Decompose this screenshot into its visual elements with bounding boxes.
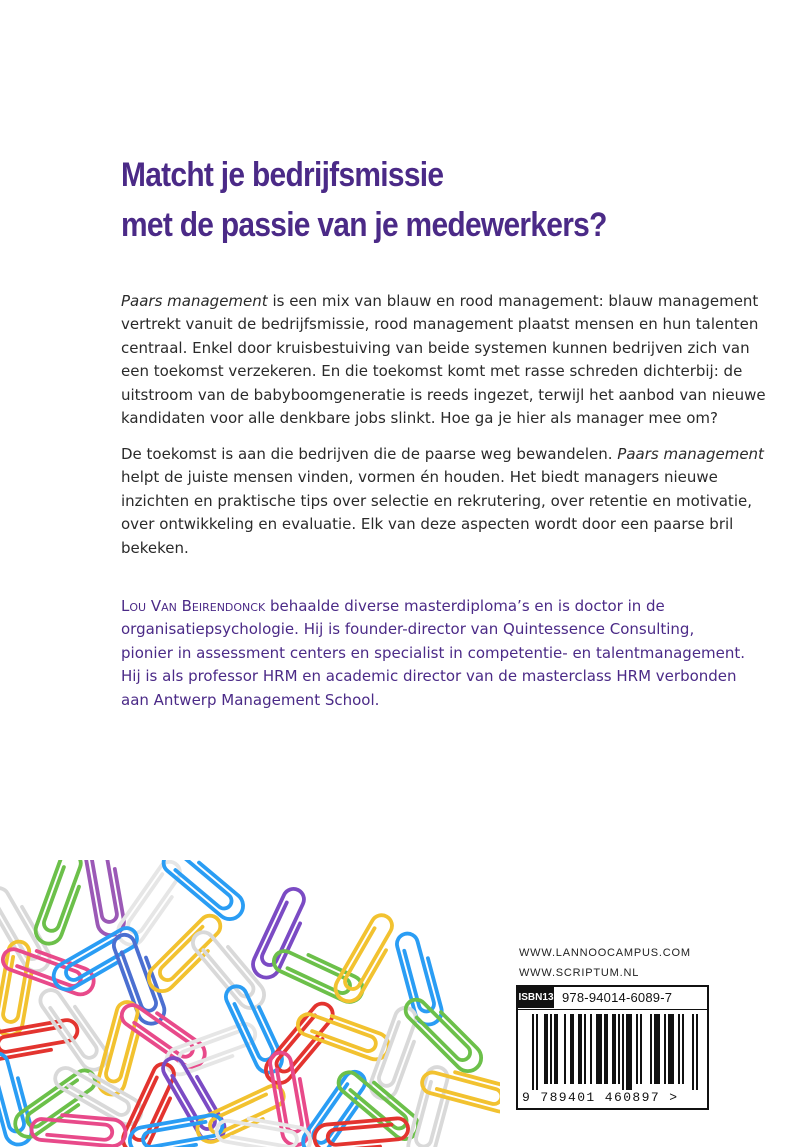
paperclip-40 xyxy=(313,1118,409,1147)
barcode-bar xyxy=(564,1014,566,1084)
barcode-bar xyxy=(614,1014,616,1084)
barcode-bars xyxy=(526,1014,702,1090)
bio-line-3: pionier in assessment centers en specialist in competentie- en talentmanagement. xyxy=(121,643,746,662)
barcode-bar xyxy=(570,1014,572,1084)
second-line-2: helpt de juiste mensen vinden, vormen én houden. Het biedt managers nieuwe xyxy=(121,468,718,487)
barcode-bar xyxy=(536,1014,538,1090)
url-lannoocampus[interactable]: WWW.LANNOOCAMPUS.COM xyxy=(519,947,691,959)
paperclip-12 xyxy=(249,885,313,981)
author-name: Lou Van Beirendonck xyxy=(121,597,266,615)
intro-paragraph xyxy=(121,290,766,430)
paperclips-illustration xyxy=(0,860,500,1147)
barcode-bar xyxy=(622,1014,624,1090)
barcode-bar xyxy=(578,1014,580,1084)
barcode-bar xyxy=(580,1014,582,1084)
barcode-bar xyxy=(636,1014,638,1084)
barcode-bar xyxy=(598,1014,600,1084)
url-scriptum[interactable]: WWW.SCRIPTUM.NL xyxy=(519,967,640,979)
bio-line-2: organisatiepsychologie. Hij is founder-director van Quintessence Consulting, xyxy=(121,620,695,639)
barcode-bar xyxy=(658,1014,660,1084)
barcode-bar xyxy=(640,1014,642,1084)
author-bio xyxy=(121,595,746,712)
bio-line-4: Hij is als professor HRM en academic director van de masterclass HRM verbonden xyxy=(121,667,737,686)
paperclip-16 xyxy=(0,1018,80,1061)
paperclip-24 xyxy=(367,1005,424,1102)
barcode-bar xyxy=(656,1014,658,1084)
paperclip-15 xyxy=(395,930,445,1028)
barcode-bar xyxy=(630,1014,632,1090)
second-line-5: bekeken. xyxy=(121,538,189,557)
barcode-bar xyxy=(612,1014,614,1084)
paperclip-11 xyxy=(189,924,270,1013)
publisher-urls xyxy=(519,943,691,983)
isbn-barcode-box xyxy=(516,985,709,1110)
barcode-bar xyxy=(654,1014,656,1084)
isbn-number: 978-94014-6089-7 xyxy=(562,990,673,1005)
barcode-bar xyxy=(606,1014,608,1084)
isbn-label: ISBN13 xyxy=(518,987,554,1008)
intro-line-6: kandidaten voor alle denkbare jobs slinkt. Hoe ga je hier als manager mee om? xyxy=(121,409,718,428)
barcode-bar xyxy=(584,1014,586,1084)
barcode-bar xyxy=(668,1014,670,1084)
barcode-bar xyxy=(604,1014,606,1084)
barcode-bar xyxy=(664,1014,666,1084)
headline-line-1: Matcht je bedrijfsmissie xyxy=(121,156,444,194)
barcode-bar xyxy=(550,1014,552,1084)
barcode-bar xyxy=(532,1014,534,1090)
intro-line-2: vertrekt vanuit de bedrijfsmissie, rood management plaatst mensen en hun talenten xyxy=(121,315,759,334)
second-line-3: inzichten en praktische tips over selectie en rekrutering, over retentie en motivatie, xyxy=(121,491,752,510)
headline-line-2: met de passie van je medewerkers? xyxy=(121,206,607,244)
book-title-italic-2: Paars management xyxy=(617,445,764,463)
barcode-bar xyxy=(554,1014,556,1084)
barcode-bar xyxy=(546,1014,548,1084)
barcode-bar xyxy=(556,1014,558,1084)
barcode-bar xyxy=(572,1014,574,1084)
bio-line-5: aan Antwerp Management School. xyxy=(121,690,380,709)
second-paragraph xyxy=(121,443,764,560)
barcode-digits: 9 789401 460897 > xyxy=(522,1090,679,1105)
intro-line-4: een toekomst verzekeren. En die toekomst komt met rasse schreden dichterbij: de xyxy=(121,362,743,381)
barcode-bar xyxy=(590,1014,592,1084)
paperclips-group xyxy=(0,860,500,1147)
barcode-bar xyxy=(618,1014,620,1084)
second-line-4: over ontwikkeling en evaluatie. Elk van deze aspecten wordt door een paarse bril xyxy=(121,515,734,534)
paperclip-2 xyxy=(32,860,89,947)
barcode-bar xyxy=(600,1014,602,1084)
bio-line-1: behaalde diverse masterdiploma’s en is doctor in de xyxy=(265,597,665,615)
barcode-bar xyxy=(596,1014,598,1084)
barcode-bar xyxy=(544,1014,546,1084)
paperclip-5 xyxy=(159,860,248,924)
intro-line-3: centraal. Enkel door kruisbestuiving van beide systemen kunnen bedrijven zich van xyxy=(121,338,750,357)
barcode-bar xyxy=(650,1014,652,1084)
barcode-bar xyxy=(672,1014,674,1084)
barcode-bar xyxy=(678,1014,680,1084)
book-title-italic: Paars management xyxy=(121,292,268,310)
barcode-bar xyxy=(670,1014,672,1084)
intro-line-1: is een mix van blauw en rood management: blauw management xyxy=(267,292,759,310)
barcode-bar xyxy=(626,1014,628,1090)
second-line-1: De toekomst is aan die bedrijven die de paarse weg bewandelen. xyxy=(121,445,618,463)
barcode-bar xyxy=(628,1014,630,1090)
barcode-bar xyxy=(692,1014,694,1090)
intro-line-5: uitstroom van de babyboomgeneratie is reeds ingezet, terwijl het aanbod van nieuwe xyxy=(121,385,766,404)
headline xyxy=(121,150,667,250)
isbn-row xyxy=(518,987,707,1010)
barcode-bar xyxy=(696,1014,698,1090)
paperclip-36 xyxy=(420,1065,500,1115)
barcode-bar xyxy=(682,1014,684,1084)
